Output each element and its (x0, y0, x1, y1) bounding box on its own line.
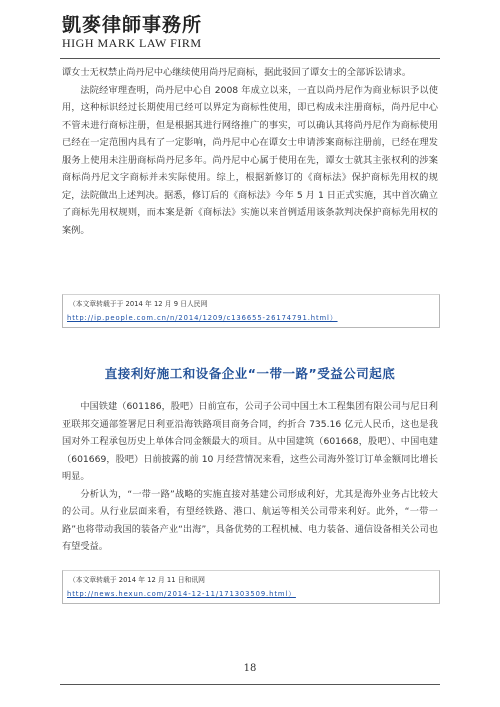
article-1-body (62, 64, 438, 239)
firm-name-english: HIGH MARK LAW FIRM (62, 36, 202, 50)
article-2-heading: 直接利好施工和设备企业“一带一路”受益公司起底 (104, 366, 396, 381)
article-2-source-link[interactable]: http://news.hexun.com/2014-12-11/171303509.html） (67, 590, 296, 598)
firm-logo (62, 14, 262, 50)
article-2-paragraph-2: 分析认为，“一带一路”战略的实施直接对基建公司形成利好，尤其是海外业务占比较大的公司。从行业层面来看，有望经铁路、港口、航运等相关公司带来利好。此外，“一带一路”也将带动我国的装备产业“出海”，具备优势的工程机械、电力装备、通信设备相关公司也有望受益。 (62, 488, 438, 552)
article-1-paragraph-1: 谭女士无权禁止尚丹尼中心继续使用尚丹尼商标，据此驳回了谭女士的全部诉讼请求。 (62, 67, 412, 78)
article-1-source-label: （本文章转载于于 2014 年 12 月 9 日人民网 (69, 300, 208, 308)
article-2-source-box (62, 570, 440, 604)
article-1-paragraph-2: 法院经审理查明，尚丹尼中心自 2008 年成立以来，一直以尚丹尼作为商业标识予以使用，这种标识经过长期使用已经可以界定为商标性使用，即已构成未注册商标，尚丹尼中心不管未进行商标注册，但是根据其进行网络推广的事实，可以确认其将尚丹尼作为商标使用已经在一定范围内具有了一定影响，尚丹尼中心在谭女士申请涉案商标注册前，已经在理发服务上使用未注册商标尚丹尼多年。尚丹尼中心属于使用在先，谭女士就其主张权利的涉案商标尚丹尼文字商标并未实际使用。综上，根据新修订的《商标法》保护商标先用权的规定，法院做出上述判决。据悉，修订后的《商标法》今年 5 月 1 日正式实施，其中首次确立了商标先用权规则，而本案是新《商标法》实施以来首例适用该条款判决保护商标先用权的案例。 (62, 84, 438, 236)
article-2-paragraph-1: 中国铁建（601186，股吧）日前宣布，公司子公司中国土木工程集团有限公司与尼日利亚联邦交通部签署尼日利亚沿海铁路项目商务合同，约折合 735.16 亿元人民币，这也是我国对外工程承包历史上单体合同金额最大的项目。从中国建筑（601668，股吧）、中国电建（601669，股吧）日前披露的前 10 月经营情况来看，这些公司海外签订订单金额同比增长明显。 (62, 401, 438, 482)
footer-divider (60, 684, 440, 685)
firm-name-chinese: 凱麥律師事務所 (62, 14, 203, 36)
header-divider (60, 58, 440, 59)
article-1-source-link[interactable]: http://ip.people.com.cn/n/2014/1209/c136655-26174791.html） (67, 314, 338, 322)
page-number: 18 (243, 663, 257, 674)
article-1-source-box (62, 294, 440, 328)
article-2-body (62, 398, 438, 556)
article-2-source-label: （本文章转载于 2014 年 12 月 11 日和讯网 (69, 576, 205, 584)
